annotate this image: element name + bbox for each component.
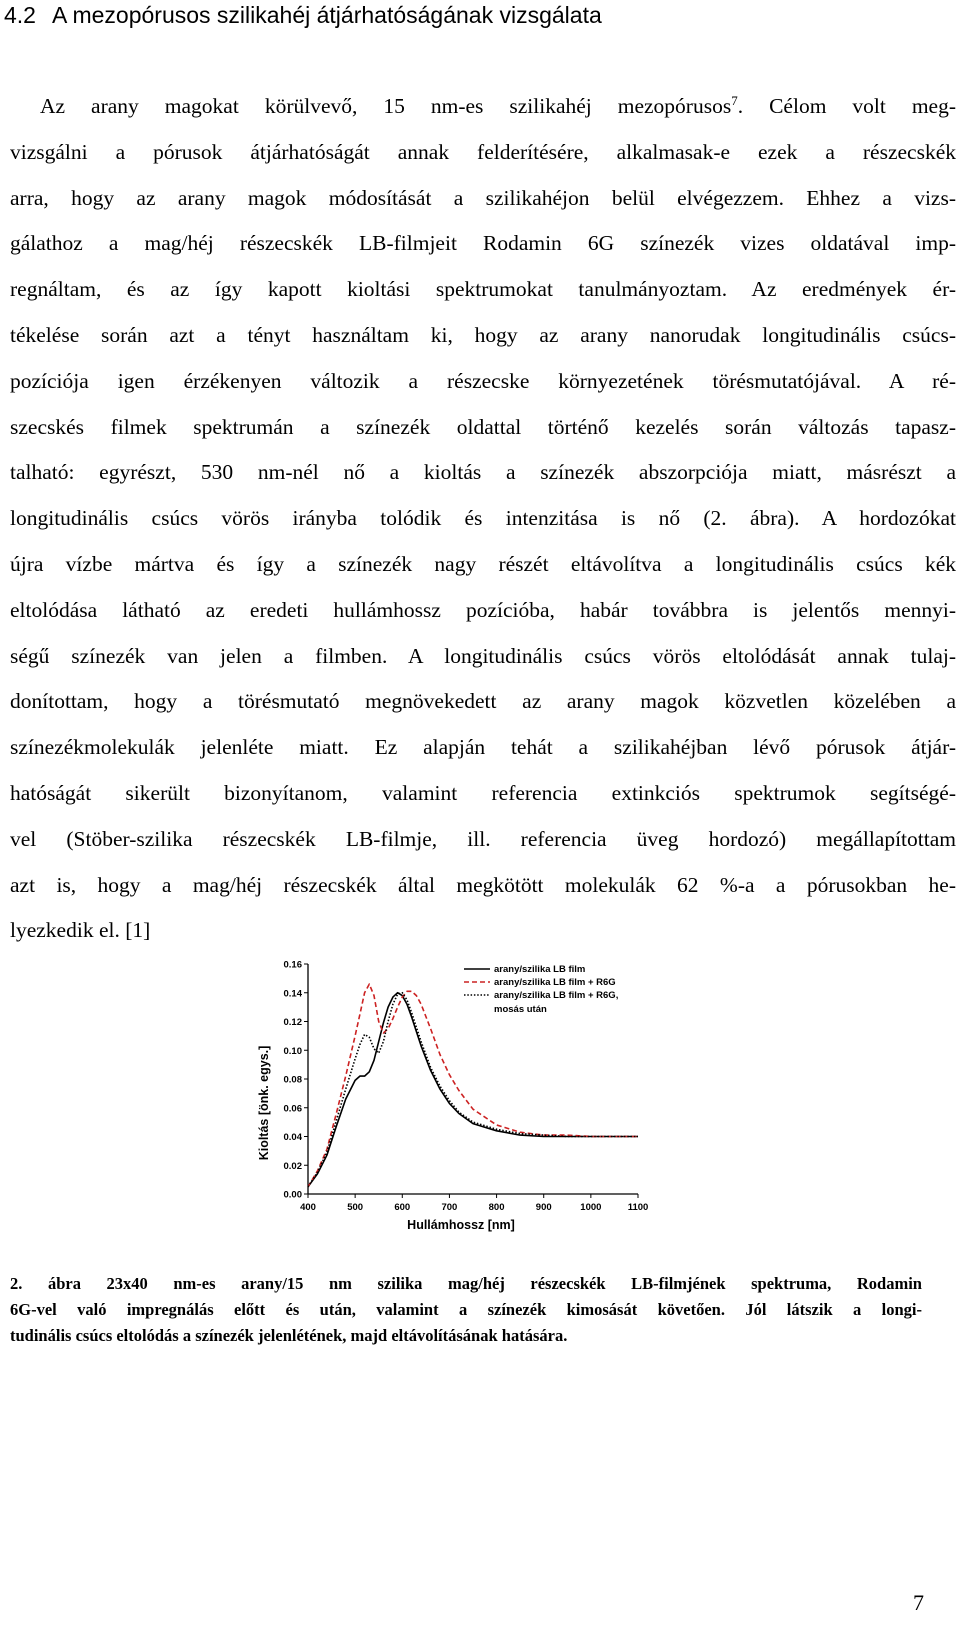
- paragraph-line: hatóságát sikerült bizonyítanom, valamint referencia extinkciós spektrumok segítségé-: [10, 780, 956, 805]
- paragraph-line: gálathoz a mag/héj részecskék LB-filmjeit Rodamin 6G színezék vizes oldatával imp-: [10, 231, 956, 256]
- series-line-2: [308, 984, 638, 1187]
- chart-series: [308, 984, 638, 1187]
- caption-line: 2. ábra 23x40 nm-es arany/15 nm szilika mag/héj részecskék LB-filmjének spektruma, Rodamin: [10, 1274, 922, 1293]
- paragraph-line: lyezkedik el. [1]: [10, 918, 151, 943]
- y-tick-label: 0.00: [283, 1189, 302, 1201]
- body-paragraph: [10, 84, 956, 954]
- caption-line: 6G-vel való impregnálás előtt és után, valamint a színezék kimosását követően. Jól látszik a longi-: [10, 1300, 922, 1319]
- x-tick-label: 700: [441, 1202, 458, 1213]
- x-tick-label: 600: [394, 1202, 411, 1213]
- y-tick-label: 0.08: [283, 1074, 302, 1086]
- series-line-3: [308, 993, 638, 1187]
- paragraph-line: vizsgálni a pórusok átjárhatóságát annak felderítésére, alkalmasak-e ezek a részecskék: [10, 139, 956, 164]
- x-tick-label: 400: [300, 1202, 316, 1213]
- legend-label: arany/szilika LB film + R6G,: [494, 990, 619, 1001]
- y-tick-label: 0.12: [283, 1017, 302, 1028]
- section-heading: [4, 0, 602, 30]
- chart-legend: [464, 964, 618, 1015]
- section-title: A mezopórusos szilikahéj átjárhatóságának vizsgálata: [52, 2, 602, 28]
- series-line-1: [308, 993, 638, 1187]
- y-axis-label: Kioltás [önk. egys.]: [257, 1045, 271, 1161]
- paragraph-line: szecskés filmek spektrumán a színezék oldattal történő kezelés során változás tapasz-: [10, 414, 956, 439]
- paragraph-line: pozíciója igen érzékenyen változik a részecske környezetének törésmutatójával. A ré-: [10, 368, 956, 393]
- paragraph-line: vel (Stöber-szilika részecskék LB-filmje, ill. referencia üveg hordozó) megállapítottam: [10, 826, 956, 851]
- x-tick-label: 1100: [627, 1202, 649, 1213]
- legend-label: mosás után: [494, 1004, 547, 1015]
- paragraph-line: longitudinális csúcs vörös irányba tolódik és intenzitása is nő (2. ábra). A hordozókat: [10, 506, 956, 531]
- paragraph-line: azt is, hogy a mag/héj részecskék által megkötött molekulák 62 %-a a pórusokban he-: [10, 872, 956, 897]
- x-tick-label: 800: [488, 1202, 505, 1213]
- paragraph-line: arra, hogy az arany magok módosítását a szilikahéjon belül elvégezzem. Ehhez a vizs-: [10, 185, 956, 210]
- y-tick-label: 0.16: [283, 959, 302, 971]
- x-tick-label: 1000: [580, 1202, 602, 1213]
- figure-caption: [10, 1271, 922, 1349]
- paragraph-line: regnáltam, és az így kapott kioltási spektrumokat tanulmányoztam. Az eredmények ér-: [10, 277, 956, 302]
- footnote-ref: 7: [731, 92, 738, 108]
- section-number: 4.2: [4, 2, 36, 28]
- caption-line: tudinális csúcs eltolódás a színezék jelenlétének, majd eltávolításának hatására.: [10, 1326, 568, 1345]
- paragraph-line: talható: egyrészt, 530 nm-nél nő a kioltás a színezék abszorpciója miatt, másrészt a: [10, 460, 956, 485]
- y-tick-label: 0.06: [283, 1103, 302, 1115]
- y-tick-label: 0.02: [283, 1160, 302, 1172]
- paragraph-line: színezékmolekulák jelenléte miatt. Ez alapján tehát a szilikahéjban lévő pórusok átjár-: [10, 735, 956, 760]
- x-tick-label: 500: [347, 1202, 364, 1213]
- page-number: 7: [913, 1590, 924, 1615]
- y-tick-label: 0.14: [283, 988, 302, 1000]
- x-axis-label: Hullámhossz [nm]: [407, 1218, 515, 1232]
- y-tick-label: 0.10: [283, 1045, 302, 1057]
- paragraph-line: donítottam, hogy a törésmutató megnövekedett az arany magok közvetlen közelében a: [10, 689, 956, 714]
- paragraph-line: Az arany magokat körülvevő, 15 nm-es szilikahéj mezopórusos$^7$. Célom volt meg-: [40, 92, 957, 118]
- x-tick-label: 900: [535, 1202, 552, 1213]
- paragraph-line: újra vízbe mártva és így a színezék nagy részét eltávolítva a longitudinális csúcs kék: [10, 551, 956, 576]
- paragraph-line: tékelése során azt a tényt használtam ki, hogy az arany nanorudak longitudinális csúcs-: [10, 322, 956, 347]
- legend-label: arany/szilika LB film: [494, 964, 586, 975]
- paragraph-line: ségű színezék van jelen a filmben. A longitudinális csúcs vörös eltolódását annak tulaj-: [10, 643, 956, 668]
- legend-label: arany/szilika LB film + R6G: [494, 977, 616, 988]
- y-tick-label: 0.04: [283, 1132, 302, 1143]
- paragraph-line: eltolódása látható az eredeti hullámhossz pozícióba, habár továbbra is jelentős mennyi-: [10, 597, 956, 622]
- extinction-spectrum-chart: [250, 955, 670, 1235]
